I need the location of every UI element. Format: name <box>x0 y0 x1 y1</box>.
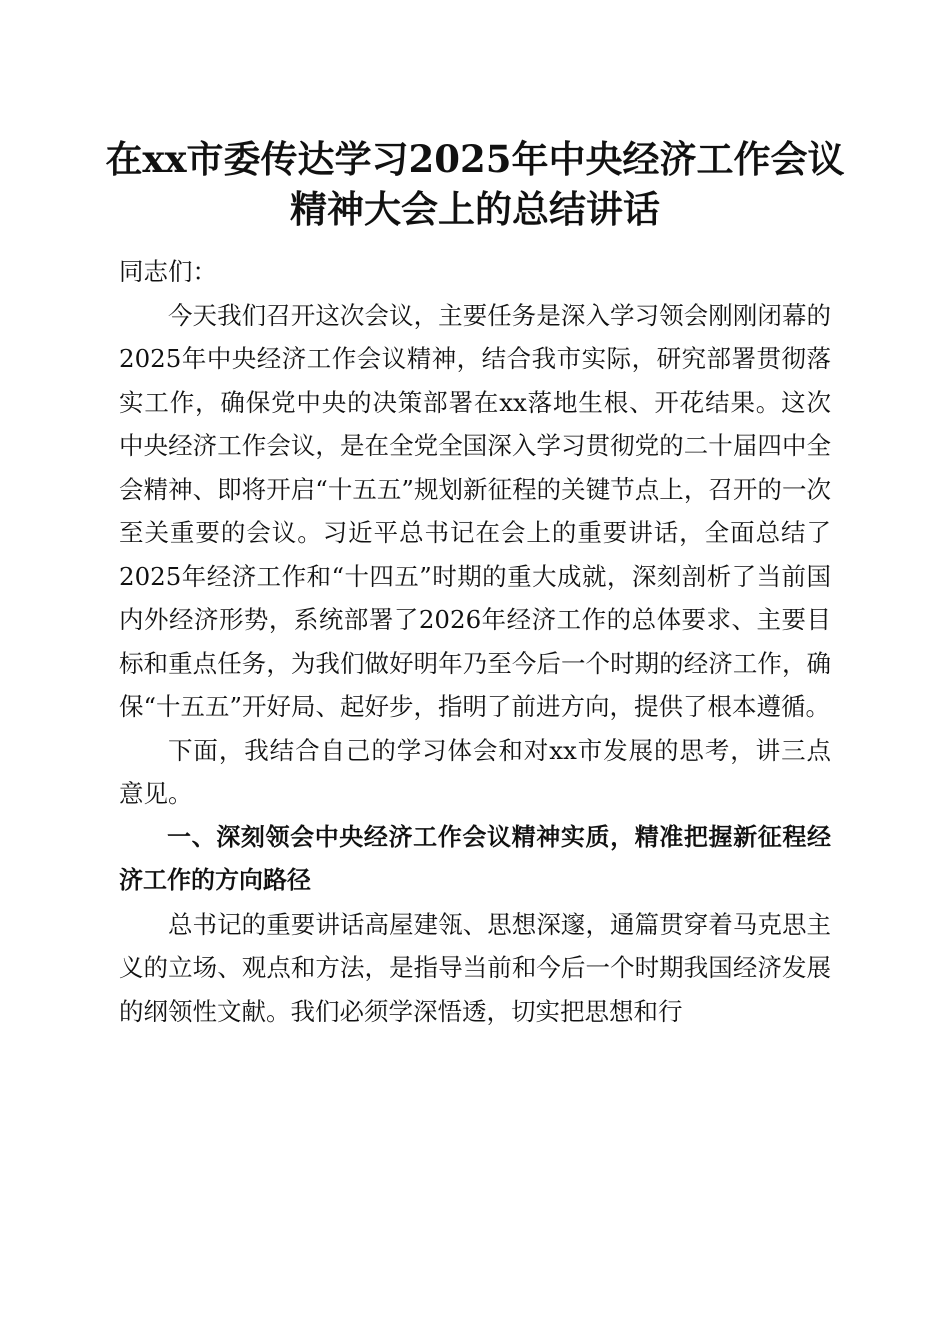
section-1-paragraph: 总书记的重要讲话高屋建瓴、思想深邃，通篇贯穿着马克思主义的立场、观点和方法，是指导当前和今后一个时期我国经济发展的纲领性文献。我们必须学深悟透，切实把思想和行 <box>119 909 831 1026</box>
section-1-heading: 一、深刻领会中央经济工作会议精神实质，精准把握新征程经济工作的方向路径 <box>119 822 831 894</box>
salutation: 同志们： <box>119 257 217 286</box>
document-title <box>100 134 850 234</box>
title-line-1: 在xx市委传达学习2025年中央经济工作会议 <box>105 137 845 181</box>
title-line-2: 精神大会上的总结讲话 <box>290 187 660 231</box>
document-body <box>119 250 831 1033</box>
paragraph-opening: 今天我们召开这次会议，主要任务是深入学习领会刚刚闭幕的2025年中央经济工作会议精神，结合我市实际，研究部署贯彻落实工作，确保党中央的决策部署在xx落地生根、开花结果。这次中央经济工作会议，是在全党全国深入学习贯彻党的二十届四中全会精神、即将开启“十五五”规划新征程的关键节点上，召开的一次至关重要的会议。习近平总书记在会上的重要讲话，全面总结了2025年经济工作和“十四五”时期的重大成就，深刻剖析了当前国内外经济形势，系统部署了2026年经济工作的总体要求、主要目标和重点任务，为我们做好明年乃至今后一个时期的经济工作，确保“十五五”开好局、起好步，指明了前进方向，提供了根本遵循。 <box>119 300 831 721</box>
paragraph-intro-points: 下面，我结合自己的学习体会和对xx市发展的思考，讲三点意见。 <box>119 735 831 808</box>
